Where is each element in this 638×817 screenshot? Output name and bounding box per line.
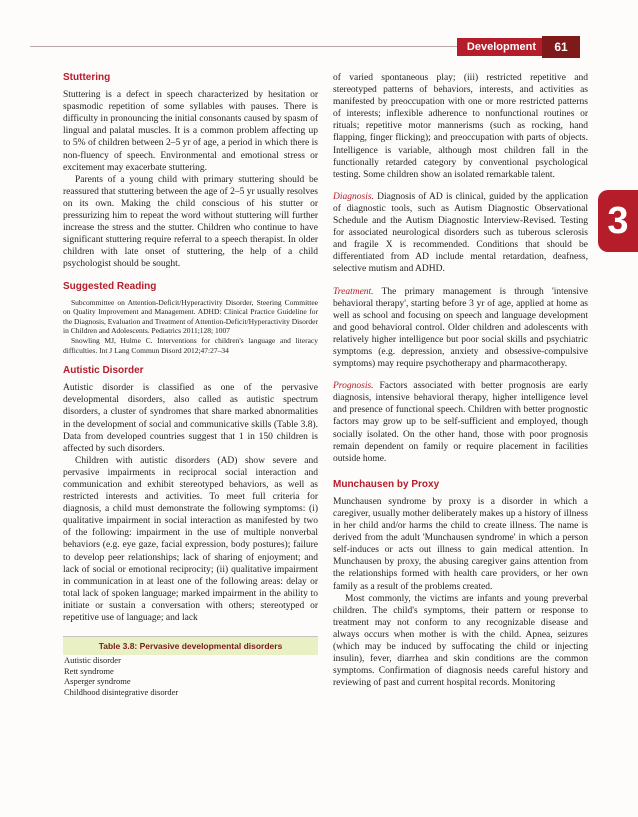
suggested-reading-heading: Suggested Reading	[63, 280, 157, 292]
reference-list	[63, 298, 318, 356]
munchausen-paragraph-2: Most commonly, the victims are infants and young preverbal children. The child's symptoms, their pattern or response to treatment may not conform to any recognizable disease and always occurs when mother is with the child. Apnea, seizures (which may be induced by suffocating the child or injecting insulin), fever, diarrhea and skin conditions are the common symptoms. Confirmation of diagnosis needs careful history and reviewing of past and current hospital records. Monitoring	[333, 593, 588, 689]
reference-item: Subcommittee on Attention-Deficit/Hyperactivity Disorder, Steering Committee on Quality Improvement and Management. ADHD: Clinical Practice Guideline for the Diagnosis, Evaluation and Treatment of Attention-Deficit/Hyperactivity Disorder in Children and Adolescents. Pediatrics 2011;128; 1007	[63, 297, 318, 336]
table-row: Childhood disintegrative disorder	[64, 686, 179, 697]
prognosis-label: Prognosis.	[333, 381, 374, 392]
diagnosis-text: Diagnosis of AD is clinical, guided by the application of diagnostic tools, such as Autism Diagnostic Observational Schedule and the Autism Diagnostic Interview-Revised. Testing for associated neurological disorders such as tuberous sclerosis and fragile X is recommended. Conditions that should be differentiated from AD include mental retardation, deafness, selective mutism and ADHD.	[333, 191, 588, 275]
diagnosis-paragraph	[333, 191, 588, 276]
stuttering-paragraph-2: Parents of a young child with primary stuttering should be reassured that stuttering between the age of 2–5 yr usually resolves on its own. Making the child conscious of his stutter or pressurizing him to repeat the word without stuttering will further increase the stress and the stutter. Children who continue to have significant stuttering require referral to a speech therapist. In older children with late onset of stuttering, the help of a child psychologist should be sought.	[63, 174, 318, 270]
autism-continuation: of varied spontaneous play; (iii) restricted repetitive and stereotyped patterns of behaviors, interests, and activities as manifested by preoccupation with one or more restricted patterns of interests; inflexible adherence to nonfunctional routines or rituals; repetitive motor mannerisms (such as rocking, hand flapping, finger flicking); and preoccupation with parts of objects. Intelligence is variable, although most children fall in the functionally retarded category by conventional psychological testing. Some children show an isolated remarkable talent.	[333, 73, 588, 180]
munchausen-heading: Munchausen by Proxy	[333, 478, 440, 490]
autism-paragraph-1: Autistic disorder is classified as one of the pervasive developmental disorders, also called as autistic spectrum disorders, a cluster of syndromes that share marked abnormalities in the development of social and communicative skills (Table 3.8). Data from developed countries suggest that 1 in 150 children is affected by such disorders.	[63, 383, 318, 454]
right-column	[333, 72, 588, 689]
prognosis-text: Factors associated with better prognosis are early diagnosis, intensive behavioral therapy, higher intelligence level and presence of functional speech. Children with better prognostic factors may grow up to be self-sufficient and employed, though socially isolated. On the other hand, those with poor prognosis remain dependent on family or require placement in facilities outside home.	[333, 381, 588, 464]
running-header	[0, 36, 638, 58]
stuttering-paragraph-1: Stuttering is a defect in speech characterized by hesitation or spasmodic repetition of some syllables with pauses. There is difficulty in pronouncing the initial consonants caused by spasm of lingual and palatal muscles. It is a common problem affecting up to 5% of children between 2–5 yr of age, a period in which there is non-fluency of speech. Environmental and emotional stress or excitement may exacerbate stuttering.	[63, 90, 318, 173]
table-row: Asperger syndrome	[64, 676, 131, 687]
page-number: 61	[542, 36, 580, 58]
treatment-text: The primary management is through 'intensive behavioral therapy', starting before 3 yr of age, applied at home as well as school and focusing on speech and language development and good behavioral control. Older children and adolescents with relatively higher intelligence but poor social skills and psychiatric symptoms (e.g. depression, anxiety and obsessive-compulsive symptoms) may require psychotherapy and pharmacotherapy.	[333, 286, 588, 370]
treatment-label: Treatment.	[333, 286, 374, 297]
diagnosis-label: Diagnosis.	[333, 191, 374, 202]
left-column	[63, 72, 318, 697]
prognosis-paragraph	[333, 380, 588, 465]
table-row: Autistic disorder	[64, 655, 121, 666]
table-caption: Table 3.8: Pervasive developmental disorders	[63, 637, 318, 655]
munchausen-paragraph-1: Munchausen syndrome by proxy is a disorder in which a caregiver, usually mother deliberately makes up a history of illness in her child and/or harms the child to create illness. The name is derived from the adult 'Munchausen syndrome' in which a person self-induces or acts out illness to gain medical attention. In Munchausen by proxy, the abusing caregiver gains attention from the relationships formed with health care providers, or her own family as a result of the problems created.	[333, 496, 588, 592]
treatment-paragraph	[333, 286, 588, 371]
autism-paragraph-2: Children with autistic disorders (AD) show severe and pervasive impairments in reciprocal social interaction and communication and exhibit stereotyped behaviors, as well as restricted interests and activities. To meet full criteria for diagnosis, a child must demonstrate the following symptoms: (i) qualitative impairment in social interaction as manifested by two of the following: impairment in the use of multiple nonverbal behaviors (e.g. eye gaze, facial expression, body postures); failure to develop peer relationships; lack of sharing of enjoyment; and lack of social or emotional reciprocity; (ii) qualitative impairment in communication in at least one of the following areas: delay or total lack of spoken language; marked impairment in the ability to initiate or sustain a conversation with others; stereotyped or repetitive use of language; and lack	[63, 455, 318, 624]
section-title: Development	[457, 38, 546, 56]
table-3-8	[63, 636, 318, 697]
autistic-disorder-heading: Autistic Disorder	[63, 365, 144, 377]
table-row: Rett syndrome	[64, 665, 114, 676]
chapter-tab: 3	[598, 190, 638, 252]
reference-item: Snowling MJ, Hulme C. Interventions for children's language and literacy difficulties. Int J Lang Commun Disord 2012;47:27–34	[63, 335, 318, 355]
stuttering-heading: Stuttering	[63, 72, 111, 83]
